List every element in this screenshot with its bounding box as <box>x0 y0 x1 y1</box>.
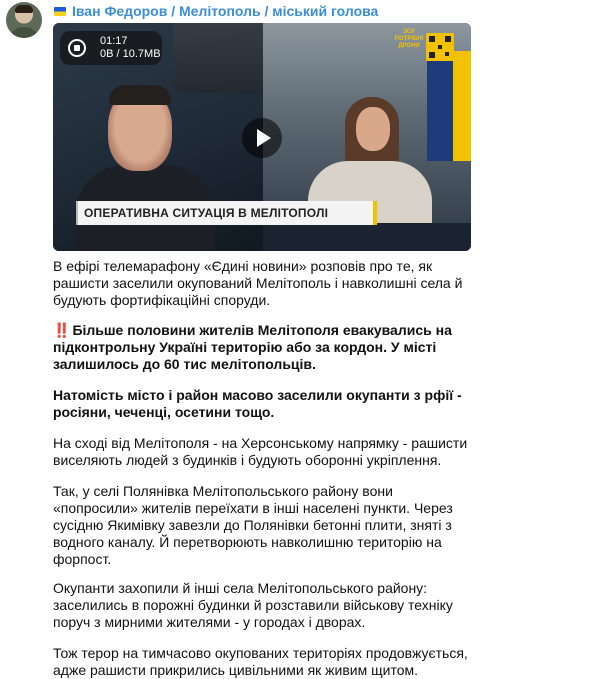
avatar-shirt <box>9 27 39 38</box>
video-bg-yellow-panel <box>453 51 471 161</box>
paragraph-occupants <box>53 387 523 421</box>
text-line: поруч з мирними жителями - у городах і дворах. <box>53 614 366 630</box>
author-name-text: Іван Федоров / Мелітополь / міський голова <box>72 3 379 19</box>
paragraph-east <box>53 435 523 469</box>
author-avatar[interactable] <box>6 2 42 38</box>
video-desk <box>263 223 471 251</box>
avatar-hair <box>15 5 33 13</box>
text-line: рашисти заселили окупований Мелітополь і навколишні села й <box>53 275 463 291</box>
text-line: Натомість місто і район масово заселили окупанти з рфії - <box>53 387 462 403</box>
text-line: Тож терор на тимчасово окупованих територіях продовжується, <box>53 645 468 661</box>
video-message[interactable] <box>53 23 471 251</box>
video-file-size: 0B / 10.7MB <box>100 48 161 60</box>
video-bg-blue-panel <box>427 51 453 161</box>
video-lower-third-accent <box>373 201 377 225</box>
text-line: Так, у селі Полянівка Мелітопольського району вони <box>53 483 393 499</box>
paragraph-villages <box>53 580 523 631</box>
author-name[interactable] <box>54 3 378 20</box>
text-line: росіяни, чеченці, осетини тощо. <box>53 404 275 420</box>
text-line: ‼️ Більше половини жителів Мелітополя евакувались на <box>53 322 452 338</box>
text-line: водного каналу. Й перетворюють навколишню територію на <box>53 534 442 550</box>
text-line: заселились в порожні будинки й розставили військову техніку <box>53 597 453 613</box>
video-woman-face <box>356 107 390 151</box>
video-lower-third <box>76 201 375 225</box>
text-line: форпост. <box>53 551 112 567</box>
text-line: сусідню Якимівку завезли до Полянівки бетонні плити, зняті з <box>53 517 452 533</box>
download-progress-icon[interactable] <box>68 39 86 57</box>
paragraph-evacuation <box>53 322 523 373</box>
video-info-pill[interactable] <box>60 31 162 65</box>
video-lower-third-text: ОПЕРАТИВНА СИТУАЦІЯ В МЕЛІТОПОЛІ <box>84 206 329 220</box>
ukraine-flag-icon <box>54 7 66 16</box>
text-line: виселяють людей з будинків і будують оборонні укріплення. <box>53 452 442 468</box>
paragraph-terror <box>53 645 523 679</box>
text-line: Окупанти захопили й інші села Мелітопольського району: <box>53 580 428 596</box>
text-line: залишилось до 60 тис мелітопольців. <box>53 356 316 372</box>
text-line: На сході від Мелітополя - на Херсонському напрямку - рашисти <box>53 435 468 451</box>
qr-code-icon <box>426 33 454 61</box>
text-line: будують фортифікаційні споруди. <box>53 292 271 308</box>
video-man-hair <box>109 85 171 105</box>
paragraph-polianivka <box>53 483 523 568</box>
video-duration: 01:17 <box>100 35 128 47</box>
video-channel-tag: ЗСУ ПОТРІБНІ ДРОНИ <box>394 29 424 49</box>
double-exclamation-icon: ‼️ <box>53 322 71 338</box>
text-line: В ефірі телемарафону «Єдині новини» розповів про те, як <box>53 258 433 274</box>
paragraph-intro <box>53 258 523 309</box>
play-icon[interactable] <box>242 118 282 158</box>
text-line: «попросили» жителів переїхати в інші населені пункти. Через <box>53 500 453 516</box>
text-line: підконтрольну Україні територію або за кордон. У місті <box>53 339 437 355</box>
text-line: адже рашисти прикрились цивільними як живим щитом. <box>53 662 419 678</box>
